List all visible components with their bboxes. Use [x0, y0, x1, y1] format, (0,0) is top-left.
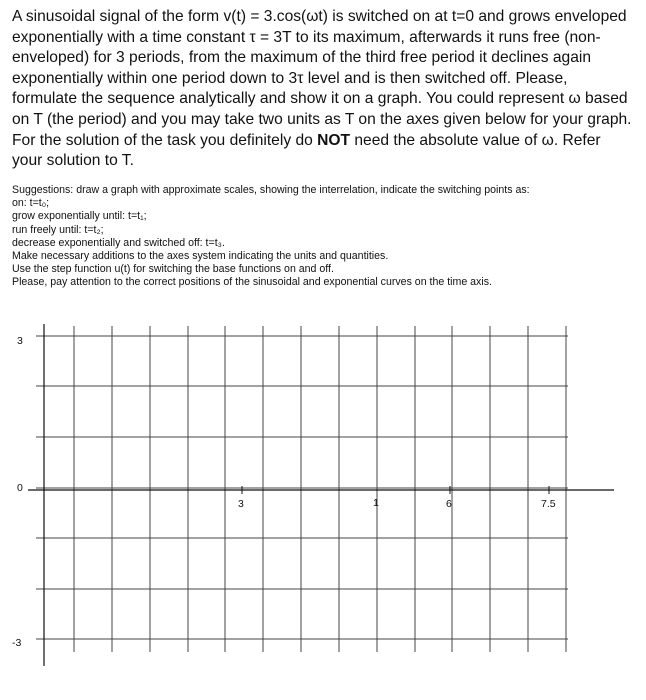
vertical-grid-lines [74, 326, 566, 652]
problem-emphasis: NOT [317, 131, 351, 149]
y-label-0: 0 [17, 482, 23, 494]
suggestion-line: decrease exponentially and switched off: t=t₃. [12, 236, 225, 249]
problem-text-2: need the absolute value of ω. Refer your solution to T. [12, 131, 601, 170]
x-label-3: 3 [238, 498, 244, 510]
horizontal-grid-lines [36, 336, 568, 639]
suggestion-line: Use the step function u(t) for switching the base functions on and off. [12, 263, 334, 276]
x-label-6: 6 [446, 498, 452, 510]
suggestion-line: Make necessary additions to the axes system indicating the units and quantities. [12, 250, 389, 263]
x-label-1: 1 [373, 497, 379, 509]
suggestion-line: run freely until: t=t₂; [12, 223, 104, 236]
suggestion-line: grow exponentially until: t=t₁; [12, 210, 147, 223]
problem-text-1: A sinusoidal signal of the form v(t) = 3.cos(ωt) is switched on at t=0 and grows enveloped exponentially with a time constant τ = 3T to its maximum, afterwards it runs free (non-enveloped) for 3 periods, from the maximum of the third free period it declines again exponentially within one period down to 3τ level and is then switched off. Please, formulate the sequence analytically and show it on a graph. You could represent ω based on T (the period) and you may take two units as T on the axes given below for your graph. For the solution of the task you definitely do [12, 8, 632, 149]
x-label-7-5: 7.5 [541, 498, 556, 510]
y-label-3: 3 [17, 335, 23, 347]
suggestion-line: on: t=t₀; [12, 197, 50, 210]
suggestion-line: Suggestions: draw a graph with approximate scales, showing the interrelation, indicate the switching points as: [12, 184, 530, 196]
y-label-neg3: -3 [12, 637, 22, 649]
suggestion-line: Please, pay attention to the correct positions of the sinusoidal and exponential curves on the time axis. [12, 276, 492, 289]
